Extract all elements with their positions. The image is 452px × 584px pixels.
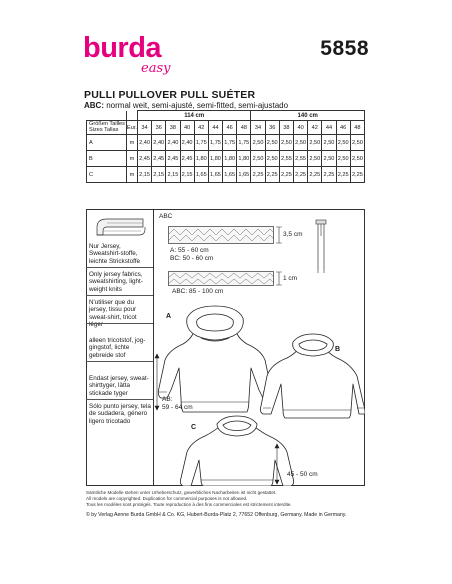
yardage-cell: 2,40 xyxy=(166,135,180,151)
strip1-width: 3,5 cm xyxy=(283,231,303,238)
yardage-cell: 2,15 xyxy=(166,167,180,183)
fabric-divider xyxy=(86,361,153,362)
yardage-cell: 2,50 xyxy=(350,135,364,151)
table-corner-unit xyxy=(127,111,138,121)
yardage-cell: 2,55 xyxy=(294,151,308,167)
length-arrow-ab xyxy=(155,354,159,410)
row-label: C xyxy=(87,167,127,183)
size-cell: 36 xyxy=(265,121,279,135)
table-row xyxy=(87,167,365,183)
yardage-cell: 2,50 xyxy=(251,151,265,167)
fabric-text-en: Only jersey fabrics, sweatshirting, light-weight knits xyxy=(89,271,143,293)
yardage-cell: 1,80 xyxy=(223,151,237,167)
yardage-cell: 2,25 xyxy=(251,167,265,183)
yardage-cell: 2,15 xyxy=(180,167,194,183)
length-label-c: 45 - 50 cm xyxy=(287,471,318,478)
garment-sketches xyxy=(153,298,365,486)
yardage-cell: 2,40 xyxy=(137,135,151,151)
row-label: B xyxy=(87,151,127,167)
strip2-length: ABC: 85 - 100 cm xyxy=(172,288,224,295)
yardage-cell: 2,45 xyxy=(152,151,166,167)
rib-strip-wide xyxy=(168,226,274,244)
dimension-bracket xyxy=(275,226,283,244)
fit-label: ABC: xyxy=(84,101,104,110)
yardage-cell: 2,15 xyxy=(152,167,166,183)
row-unit: m xyxy=(127,151,138,167)
row-label: A xyxy=(87,135,127,151)
yardage-cell: 2,55 xyxy=(279,151,293,167)
yardage-cell: 2,45 xyxy=(180,151,194,167)
fabric-divider xyxy=(86,323,153,324)
size-cell: 48 xyxy=(350,121,364,135)
length-label-ab xyxy=(162,396,193,412)
size-cell: 46 xyxy=(223,121,237,135)
yardage-cell: 1,65 xyxy=(223,167,237,183)
yardage-cell: 2,50 xyxy=(308,151,322,167)
length-label-ab-key: AB: xyxy=(162,396,173,403)
fabric-divider xyxy=(86,267,153,268)
fabric-divider xyxy=(86,295,153,296)
yardage-cell: 2,50 xyxy=(308,135,322,151)
yardage-cell: 1,80 xyxy=(237,151,251,167)
copyright-notice: © by Verlag Aenne Burda GmbH & Co. KG, Hubert-Burda-Platz 2, 77652 Offenburg, Germany. Made in Germany. xyxy=(86,512,347,518)
yardage-cell: 1,75 xyxy=(208,135,222,151)
yardage-cell: 2,45 xyxy=(166,151,180,167)
yardage-cell: 1,80 xyxy=(208,151,222,167)
brand-sub: easy xyxy=(141,61,171,76)
width-header-140: 140 cm xyxy=(251,111,365,121)
yardage-cell: 2,50 xyxy=(350,151,364,167)
yardage-cell: 1,75 xyxy=(223,135,237,151)
size-cell: 42 xyxy=(308,121,322,135)
sweater-b xyxy=(260,334,365,418)
size-cell: 44 xyxy=(322,121,336,135)
legal-line: Sämtliche Modelle stehen unter Urheberschutz, gewerbliches Nacharbeiten ist nicht gestattet. xyxy=(86,490,277,495)
fabric-text-de: Nur Jersey, Sweatshirt-stoffe, leichte Strickstoffe xyxy=(89,243,140,265)
eur-header: Eur. xyxy=(127,121,138,135)
legal-line: Tous les modèles sont protégés. Toute reproduction à des fins commerciales est strictement interdite. xyxy=(86,502,292,507)
yardage-cell: 2,25 xyxy=(279,167,293,183)
size-cell: 38 xyxy=(166,121,180,135)
width-header-114: 114 cm xyxy=(137,111,251,121)
table-row xyxy=(87,135,365,151)
needles-icon xyxy=(313,218,329,274)
yardage-cell: 2,50 xyxy=(336,135,350,151)
yardage-cell: 2,25 xyxy=(308,167,322,183)
yardage-table xyxy=(86,110,365,183)
yardage-cell: 2,50 xyxy=(251,135,265,151)
yardage-cell: 2,25 xyxy=(265,167,279,183)
size-header-en-es: Sizes Tallas xyxy=(89,126,119,133)
yardage-cell: 2,50 xyxy=(265,151,279,167)
fit-description xyxy=(84,101,288,110)
size-cell: 38 xyxy=(279,121,293,135)
strip1-length-bc: BC: 50 - 60 cm xyxy=(170,255,214,262)
yardage-cell: 2,25 xyxy=(336,167,350,183)
size-cell: 48 xyxy=(237,121,251,135)
yardage-cell: 2,25 xyxy=(350,167,364,183)
yardage-cell: 1,75 xyxy=(194,135,208,151)
yardage-cell: 2,50 xyxy=(336,151,350,167)
strip2-width: 1 cm xyxy=(283,275,298,282)
size-cell: 40 xyxy=(180,121,194,135)
table-body xyxy=(87,135,365,183)
size-cell: 36 xyxy=(152,121,166,135)
size-cell: 34 xyxy=(137,121,151,135)
yardage-cell: 2,25 xyxy=(294,167,308,183)
size-cell: 34 xyxy=(251,121,265,135)
fabric-text-es: Sólo punto jersey, tela de sudadera, género ligero tricotado xyxy=(89,403,151,425)
garment-label-b: B xyxy=(335,346,341,353)
size-header xyxy=(87,121,127,135)
yardage-cell: 2,45 xyxy=(137,151,151,167)
yardage-cell: 1,75 xyxy=(237,135,251,151)
rib-strip-narrow xyxy=(168,271,274,286)
size-cell: 40 xyxy=(294,121,308,135)
legal-line: All models are copyrighted. Duplication for commercial purposes is not allowed. xyxy=(86,496,248,501)
yardage-cell: 2,50 xyxy=(265,135,279,151)
fabric-icon xyxy=(91,213,149,239)
yardage-cell: 2,40 xyxy=(152,135,166,151)
garment-title: PULLI PULLOVER PULL SUÉTER xyxy=(84,89,256,101)
yardage-cell: 2,25 xyxy=(322,167,336,183)
yardage-cell: 2,15 xyxy=(137,167,151,183)
yardage-cell: 1,65 xyxy=(194,167,208,183)
fabric-text-sv: Endast jersey, sweat-shirttyger, lätta stickade tyger xyxy=(89,375,149,397)
fabric-text-fr: N'utiliser que du jersey, tissu pour sweat-shirt, tricot léger xyxy=(89,299,137,329)
yardage-cell: 2,40 xyxy=(180,135,194,151)
fabric-divider xyxy=(86,399,153,400)
size-cell: 44 xyxy=(208,121,222,135)
brand-name: burda xyxy=(83,32,162,64)
notions-label: ABC xyxy=(159,213,173,220)
yardage-cell: 2,50 xyxy=(322,151,336,167)
row-unit: m xyxy=(127,135,138,151)
legal-notice xyxy=(86,490,376,508)
size-cell: 46 xyxy=(336,121,350,135)
yardage-cell: 2,50 xyxy=(294,135,308,151)
pattern-number: 5858 xyxy=(320,37,369,60)
burda-logo xyxy=(83,34,193,82)
strip1-length-a: A: 55 - 60 cm xyxy=(170,247,209,254)
table-row xyxy=(87,151,365,167)
fit-text: normal weit, semi-ajusté, semi-fitted, semi-ajustado xyxy=(104,101,289,110)
yardage-cell: 2,50 xyxy=(279,135,293,151)
yardage-cell: 1,80 xyxy=(194,151,208,167)
table-corner xyxy=(87,111,127,121)
length-label-ab-value: 59 - 64 cm xyxy=(162,404,193,411)
yardage-cell: 2,50 xyxy=(322,135,336,151)
sweater-c xyxy=(180,416,293,486)
garment-label-c: C xyxy=(191,424,197,431)
row-unit: m xyxy=(127,167,138,183)
dimension-bracket xyxy=(275,271,283,286)
fabric-text-nl: alleen tricotstof, jog-gingstof, lichte gebreide stof xyxy=(89,337,146,359)
garment-label-a: A xyxy=(166,313,172,320)
size-cell: 42 xyxy=(194,121,208,135)
size-header-de-fr: Größen Tailles xyxy=(89,120,125,127)
yardage-cell: 1,65 xyxy=(237,167,251,183)
yardage-cell: 1,65 xyxy=(208,167,222,183)
